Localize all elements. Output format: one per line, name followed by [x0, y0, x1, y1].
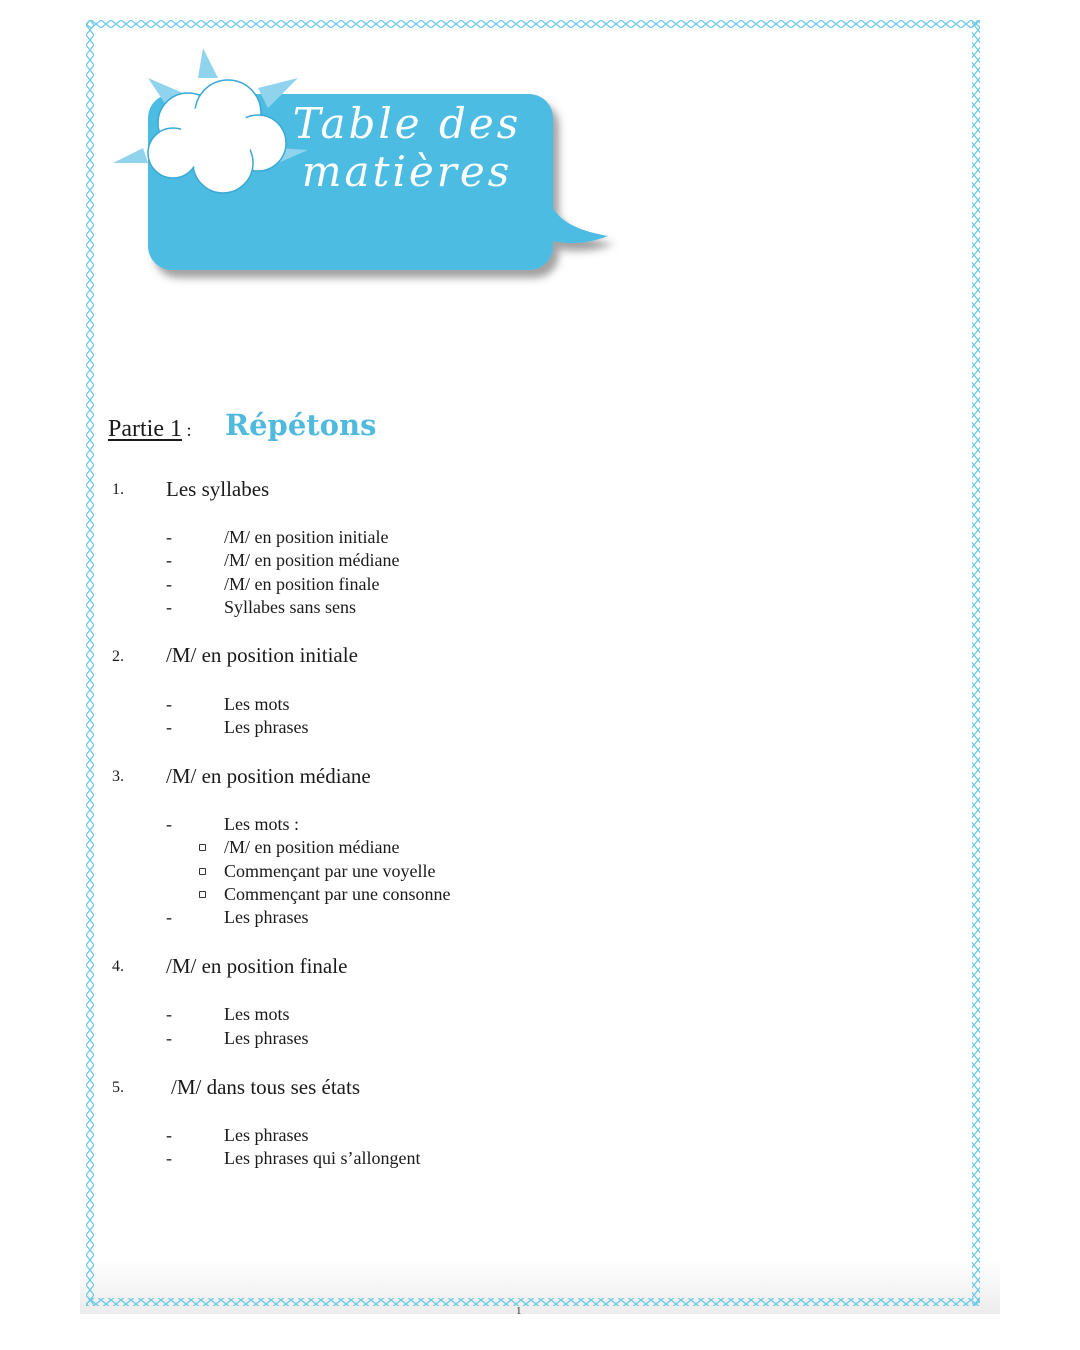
section-title: /M/ dans tous ses états	[171, 1075, 360, 1099]
section-title: Les syllabes	[166, 477, 270, 501]
section-title: /M/ en position finale	[166, 954, 348, 978]
part-colon: :	[181, 420, 192, 440]
square-bullet-icon	[199, 891, 206, 898]
title-line-1: Table des	[292, 99, 522, 148]
part-name: Répétons	[225, 408, 377, 442]
square-bullet-icon	[199, 844, 206, 851]
section-number: 3.	[112, 768, 124, 785]
section-number: 1.	[112, 481, 124, 498]
section-title: /M/ en position initiale	[166, 643, 358, 667]
section-number: 4.	[112, 958, 124, 975]
section-number: 5.	[112, 1079, 124, 1096]
part-label: Partie 1	[108, 416, 182, 442]
title-line-2: matières	[301, 147, 513, 196]
square-bullet-icon	[199, 868, 206, 875]
part-heading	[108, 408, 377, 460]
page-title	[272, 100, 542, 196]
section-number: 2.	[112, 648, 124, 665]
page-number: 1	[516, 1305, 522, 1317]
section-title: /M/ en position médiane	[166, 764, 371, 788]
